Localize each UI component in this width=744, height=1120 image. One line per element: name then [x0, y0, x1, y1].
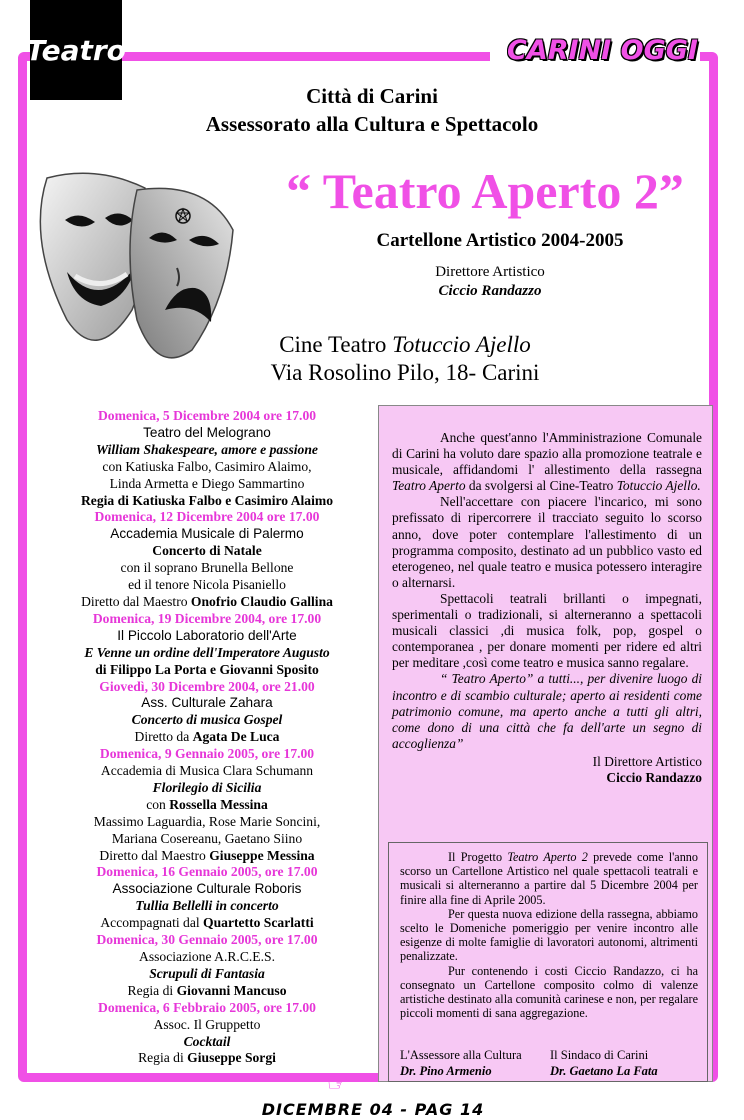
- pointing-hand-icon: ☞: [326, 1068, 350, 1098]
- event-title: “ Teatro Aperto 2”: [286, 163, 684, 219]
- project-paragraph-2: Per questa nuova edizione della rassegna, abbiamo scelto le Domeniche pomeriggio per venire incontro alle esigenze di molte famiglie di lavoratori autonomi, altrimenti penalizzate.: [400, 906, 698, 964]
- event-date: Giovedì, 30 Dicembre 2004, ore 21.00: [99, 678, 315, 694]
- event-date: Domenica, 12 Dicembre 2004 ore 17.00: [94, 509, 320, 525]
- event-line-text: Florilegio di Sicilia: [152, 779, 262, 795]
- event-line-text: Teatro del Melograno: [143, 424, 271, 440]
- event-line-text: William Shakespeare, amore e passione: [96, 441, 318, 457]
- project-paragraph-1: [400, 850, 698, 907]
- event-date: Domenica, 19 Dicembre 2004, ore 17.00: [92, 610, 322, 626]
- project-p1-text: Il Progetto: [448, 850, 508, 864]
- event-line-text: Mariana Cosereanu, Gaetano Siino: [111, 830, 303, 846]
- venue-theatre-name: Totuccio Ajello: [392, 332, 531, 357]
- header-city: Città di Carini: [306, 84, 438, 108]
- event-line: [42, 560, 372, 577]
- letter-paragraph-3: Spettacoli teatrali brillanti o impegnati, sperimentali o tradizionali, si alterneranno a spettacoli musicali classici ,di musica folk, pop, gospel o contemporanea , per donare momenti per ridere ed altri per meditare ,così come teatro e musica sanno regalare.: [392, 590, 702, 671]
- event-line: [42, 1017, 372, 1034]
- event-subtitle: Cartellone Artistico 2004-2005: [376, 230, 624, 251]
- event-line: [42, 594, 372, 611]
- event-line: [42, 712, 372, 729]
- event-line-highlight: Quartetto Scarlatti: [203, 915, 314, 931]
- sindaco-label: Il Sindaco di Carini: [550, 1048, 649, 1062]
- event-line-text: con Katiuska Falbo, Casimiro Alaimo,: [102, 458, 312, 474]
- letter-p1-theatre: Totuccio Ajello.: [616, 478, 701, 494]
- event-line: [42, 662, 372, 679]
- event-line: [42, 848, 372, 865]
- event-line: [42, 797, 372, 814]
- event-line: [42, 915, 372, 932]
- event-line: [42, 780, 372, 797]
- director-letter: [392, 430, 702, 786]
- masthead-logo: CARINI OGGI: [505, 32, 700, 68]
- event-line-text: Concerto di musica Gospel: [131, 712, 283, 728]
- event-line-text: Assoc. Il Gruppetto: [153, 1016, 261, 1032]
- event-line-text: Concerto di Natale: [152, 543, 262, 559]
- event-line: [42, 763, 372, 780]
- project-text: [400, 850, 698, 1020]
- event-line: [42, 881, 372, 898]
- venue-prefix: Cine Teatro: [279, 332, 393, 357]
- event-line: [42, 526, 372, 543]
- event-line: [42, 425, 372, 442]
- header-department: Assessorato alla Cultura e Spettacolo: [205, 112, 539, 136]
- letter-paragraph-1: [392, 430, 702, 494]
- event-date: Domenica, 16 Gennaio 2005, ore 17.00: [96, 864, 318, 880]
- project-signatures: [400, 1048, 700, 1079]
- event-line-highlight: Giuseppe Sorgi: [187, 1050, 276, 1066]
- event-line: [42, 983, 372, 1000]
- event-line: [42, 577, 372, 594]
- event-line: [42, 493, 372, 510]
- project-p1-text-2: prevede come l'anno scorso un Cartellone Artistico nel quale spettacoli teatrali e musicali si alterneranno a partire dal 5 Dicembre 2004 per finire alla fine di Aprile 2005.: [400, 850, 698, 907]
- event-line-text: Diretto dal Maestro: [81, 593, 191, 609]
- assessore-label: L'Assessore alla Cultura: [400, 1048, 522, 1062]
- event-line-text: Massimo Laguardia, Rose Marie Soncini,: [93, 813, 321, 829]
- event-schedule: [42, 408, 372, 1067]
- signature-names-row: [400, 1064, 700, 1080]
- director-name: Ciccio Randazzo: [438, 283, 542, 299]
- event-line: [42, 831, 372, 848]
- event-date: Domenica, 30 Gennaio 2005, ore 17.00: [96, 932, 318, 948]
- venue-name: [240, 332, 570, 358]
- event-line: [42, 814, 372, 831]
- event-date: Domenica, 5 Dicembre 2004 ore 17.00: [97, 408, 317, 423]
- event-line-text: E Venne un ordine dell'Imperatore Augusto: [84, 644, 330, 660]
- event-line-highlight: Agata De Luca: [192, 729, 280, 745]
- venue-address: Via Rosolino Pilo, 18- Carini: [270, 360, 540, 385]
- event-line-text: Il Piccolo Laboratorio dell'Arte: [117, 627, 297, 643]
- project-p1-title: Teatro Aperto 2: [507, 850, 588, 864]
- event-line: [42, 949, 372, 966]
- event-line: [42, 729, 372, 746]
- letter-signature-name: Ciccio Randazzo: [606, 769, 702, 785]
- event-line-text: Accademia Musicale di Palermo: [110, 526, 304, 542]
- event-line: [42, 1034, 372, 1051]
- sindaco-name: Dr. Gaetano La Fata: [550, 1063, 658, 1078]
- event-line-text: Associazione Culturale Roboris: [112, 881, 302, 897]
- section-tab: Teatro: [30, 0, 122, 100]
- event-line: [42, 476, 372, 493]
- letter-signature-label: Il Direttore Artistico: [592, 753, 702, 769]
- event-line-text: Accompagnati dal: [100, 915, 204, 931]
- letter-p1-text-2: da svolgersi al Cine-Teatro: [465, 478, 617, 494]
- event-line: [42, 966, 372, 983]
- event-line-text: Linda Armetta e Diego Sammartino: [109, 475, 305, 491]
- event-line-text: Tullia Bellelli in concerto: [135, 898, 279, 914]
- event-line-highlight: Giuseppe Messina: [209, 847, 315, 863]
- signature-labels-row: [400, 1048, 700, 1064]
- letter-p1-rassegna: Teatro Aperto: [392, 478, 466, 494]
- event-line: [42, 695, 372, 712]
- event-line: [42, 645, 372, 662]
- event-line-text: Regia di: [127, 982, 177, 998]
- event-line-text: con: [146, 796, 170, 812]
- event-line: [42, 442, 372, 459]
- letter-paragraph-2: Nell'accettare con piacere l'incarico, mi sono prefissato di ripercorrere il tracciato seguito lo scorso anno, dove poter contemplare l'allestimento di un programma composito, destinato ad un pubblico vasto ed eterogeneo, nel quale teatro e musica potessero interagire o alternarsi.: [392, 494, 702, 590]
- event-line: [42, 543, 372, 560]
- event-line-text: Ass. Culturale Zahara: [141, 695, 273, 711]
- event-line-text: con il soprano Brunella Bellone: [120, 560, 294, 576]
- event-line-text: Accademia di Musica Clara Schumann: [100, 763, 314, 779]
- event-line-text: Diretto dal Maestro: [99, 847, 210, 863]
- event-line: [42, 628, 372, 645]
- event-line-text: ed il tenore Nicola Pisaniello: [128, 577, 286, 593]
- event-line-highlight: Giovanni Mancuso: [176, 982, 287, 998]
- director-label: Direttore Artistico: [435, 264, 545, 280]
- event-line-text: Associazione A.R.C.E.S.: [139, 949, 275, 964]
- event-line-text: Regia di Katiuska Falbo e Casimiro Alaimo: [80, 492, 333, 508]
- event-line-text: Diretto da: [134, 729, 193, 745]
- event-date: Domenica, 9 Gennaio 2005, ore 17.00: [99, 746, 315, 762]
- page-footer: DICEMBRE 04 - PAG 14: [261, 1100, 485, 1119]
- event-line-highlight: Rossella Messina: [169, 796, 268, 812]
- event-line: [42, 1050, 372, 1067]
- event-line: [42, 459, 372, 476]
- letter-paragraph-4: “ Teatro Aperto” a tutti..., per divenire luogo di incontro e di scambio culturale; aperto ai residenti come patrimonio comune, ma aperto anche a tutti gli altri, come dono di una città che fa dell'arte un segno di accoglienza”: [392, 671, 702, 751]
- letter-p1-text: Anche quest'anno l'Amministrazione Comunale di Carini ha voluto dare spazio alla promozione teatrale e musicale, affidandomi l' allestimento della rassegna: [392, 430, 702, 478]
- event-line-highlight: Onofrio Claudio Gallina: [190, 593, 333, 609]
- theatre-masks-image: [27, 160, 235, 380]
- event-line-text: Cocktail: [183, 1033, 231, 1049]
- project-paragraph-3: Pur contenendo i costi Ciccio Randazzo, ci ha consegnato un Cartellone composito colmo di valenze artistiche destinato alla comunità carinese e non, per regalare piccoli momenti di sana aggregazione.: [400, 963, 698, 1021]
- assessore-name: Dr. Pino Armenio: [400, 1063, 492, 1078]
- event-line-text: di Filippo La Porta e Giovanni Sposito: [95, 661, 319, 677]
- event-line-text: Scrupuli di Fantasia: [149, 965, 265, 981]
- event-line: [42, 898, 372, 915]
- event-date: Domenica, 6 Febbraio 2005, ore 17.00: [98, 999, 316, 1015]
- event-line-text: Regia di: [138, 1050, 188, 1066]
